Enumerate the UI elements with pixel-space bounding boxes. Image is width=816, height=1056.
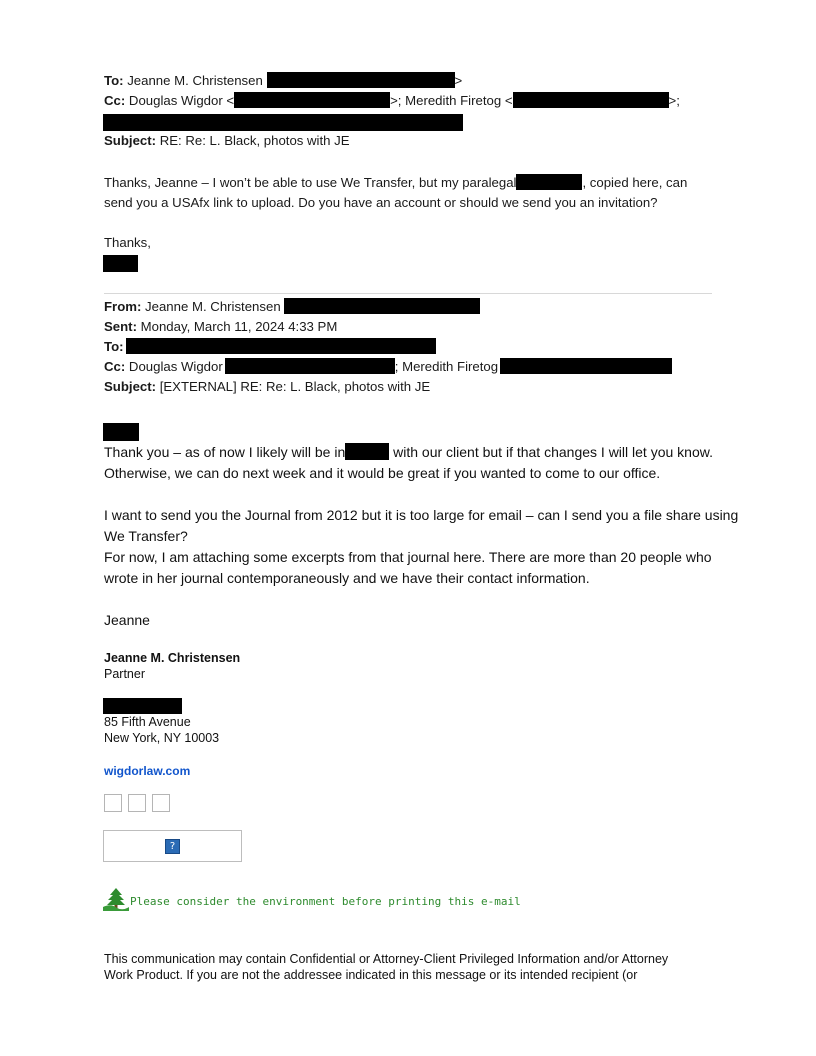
sent-label: Sent: [104,319,137,334]
to-label: To: [104,339,124,354]
cc-mid: >; Meredith Firetog < [390,93,513,108]
orig-p1-line-1 [104,443,713,461]
reply-cc-line [104,92,680,110]
tree-icon [103,887,129,911]
redaction [225,358,395,374]
signature-address-2: New York, NY 10003 [104,731,220,745]
redaction [103,255,138,272]
orig-from-line [104,298,480,316]
redaction [234,92,390,108]
subject-label: Subject: [104,379,157,394]
missing-image-icon: ? [165,839,180,854]
reply-body-line-2: send you a USAfx link to upload. Do you have an account or should we send you an invitation? [104,195,658,210]
orig-sent-line [104,318,337,336]
redaction [103,698,182,714]
reply-subject-line [104,132,350,150]
subject-label: Subject: [104,133,157,148]
orig-cc-line [104,358,672,376]
bracket: > [454,73,463,88]
social-icon-placeholder[interactable] [104,794,122,812]
redaction [500,358,672,374]
to-name: Jeanne M. Christensen [127,73,263,88]
redaction [516,174,582,190]
orig-signoff: Jeanne [104,612,150,628]
body-text: with our client but if that changes I will let you know. [389,444,713,460]
disclaimer-line-2: Work Product. If you are not the addressee indicated in this message or its intended recipient (or [104,968,638,982]
orig-to-line [104,338,436,356]
social-icon-placeholder[interactable] [152,794,170,812]
redaction [103,423,139,441]
orig-subject-line [104,378,430,396]
reply-body-line-1 [104,174,687,192]
redaction [513,92,669,108]
cc-name: ; Meredith Firetog [394,359,499,374]
subject-text: [EXTERNAL] RE: Re: L. Black, photos with JE [159,379,431,394]
to-label: To: [104,73,124,88]
environment-note: Please consider the environment before printing this e-mail [130,895,521,908]
redaction [103,114,463,131]
disclaimer-line-1: This communication may contain Confidential or Attorney-Client Privileged Information and/or Attorney [104,952,669,966]
cc-name: Douglas Wigdor < [128,93,235,108]
signature-title: Partner [104,667,145,681]
orig-p3-line-1: For now, I am attaching some excerpts from that journal here. There are more than 20 people who [104,549,712,565]
reply-closing: Thanks, [104,235,151,250]
orig-p2-line-2: We Transfer? [104,528,188,544]
website-link[interactable]: wigdorlaw.com [104,764,191,778]
from-label: From: [104,299,142,314]
signature-name: Jeanne M. Christensen [104,651,241,665]
cc-label: Cc: [104,93,126,108]
website-link-wrap [104,762,190,780]
orig-p2-line-1: I want to send you the Journal from 2012 but it is too large for email – can I send you a file share using [104,507,739,523]
body-text: , copied here, can [582,175,688,190]
redaction [267,72,455,88]
cc-end: >; [668,93,680,108]
subject-text: RE: Re: L. Black, photos with JE [159,133,350,148]
cc-label: Cc: [104,359,126,374]
redaction [284,298,480,314]
reply-to-line [104,72,462,90]
orig-p1-line-2: Otherwise, we can do next week and it would be great if you wanted to come to our office. [104,465,661,481]
social-icon-placeholder[interactable] [128,794,146,812]
body-text: Thank you – as of now I likely will be in [104,444,346,460]
signature-address-1: 85 Fifth Avenue [104,715,191,729]
image-placeholder-box [103,830,242,862]
sent-date: Monday, March 11, 2024 4:33 PM [140,319,338,334]
from-name: Jeanne M. Christensen [145,299,281,314]
cc-name: Douglas Wigdor [128,359,223,374]
divider [104,293,712,294]
redaction [126,338,436,354]
body-text: Thanks, Jeanne – I won’t be able to use We Transfer, but my paralegal [104,175,517,190]
redaction [345,443,389,460]
orig-p3-line-2: wrote in her journal contemporaneously and we have their contact information. [104,570,590,586]
